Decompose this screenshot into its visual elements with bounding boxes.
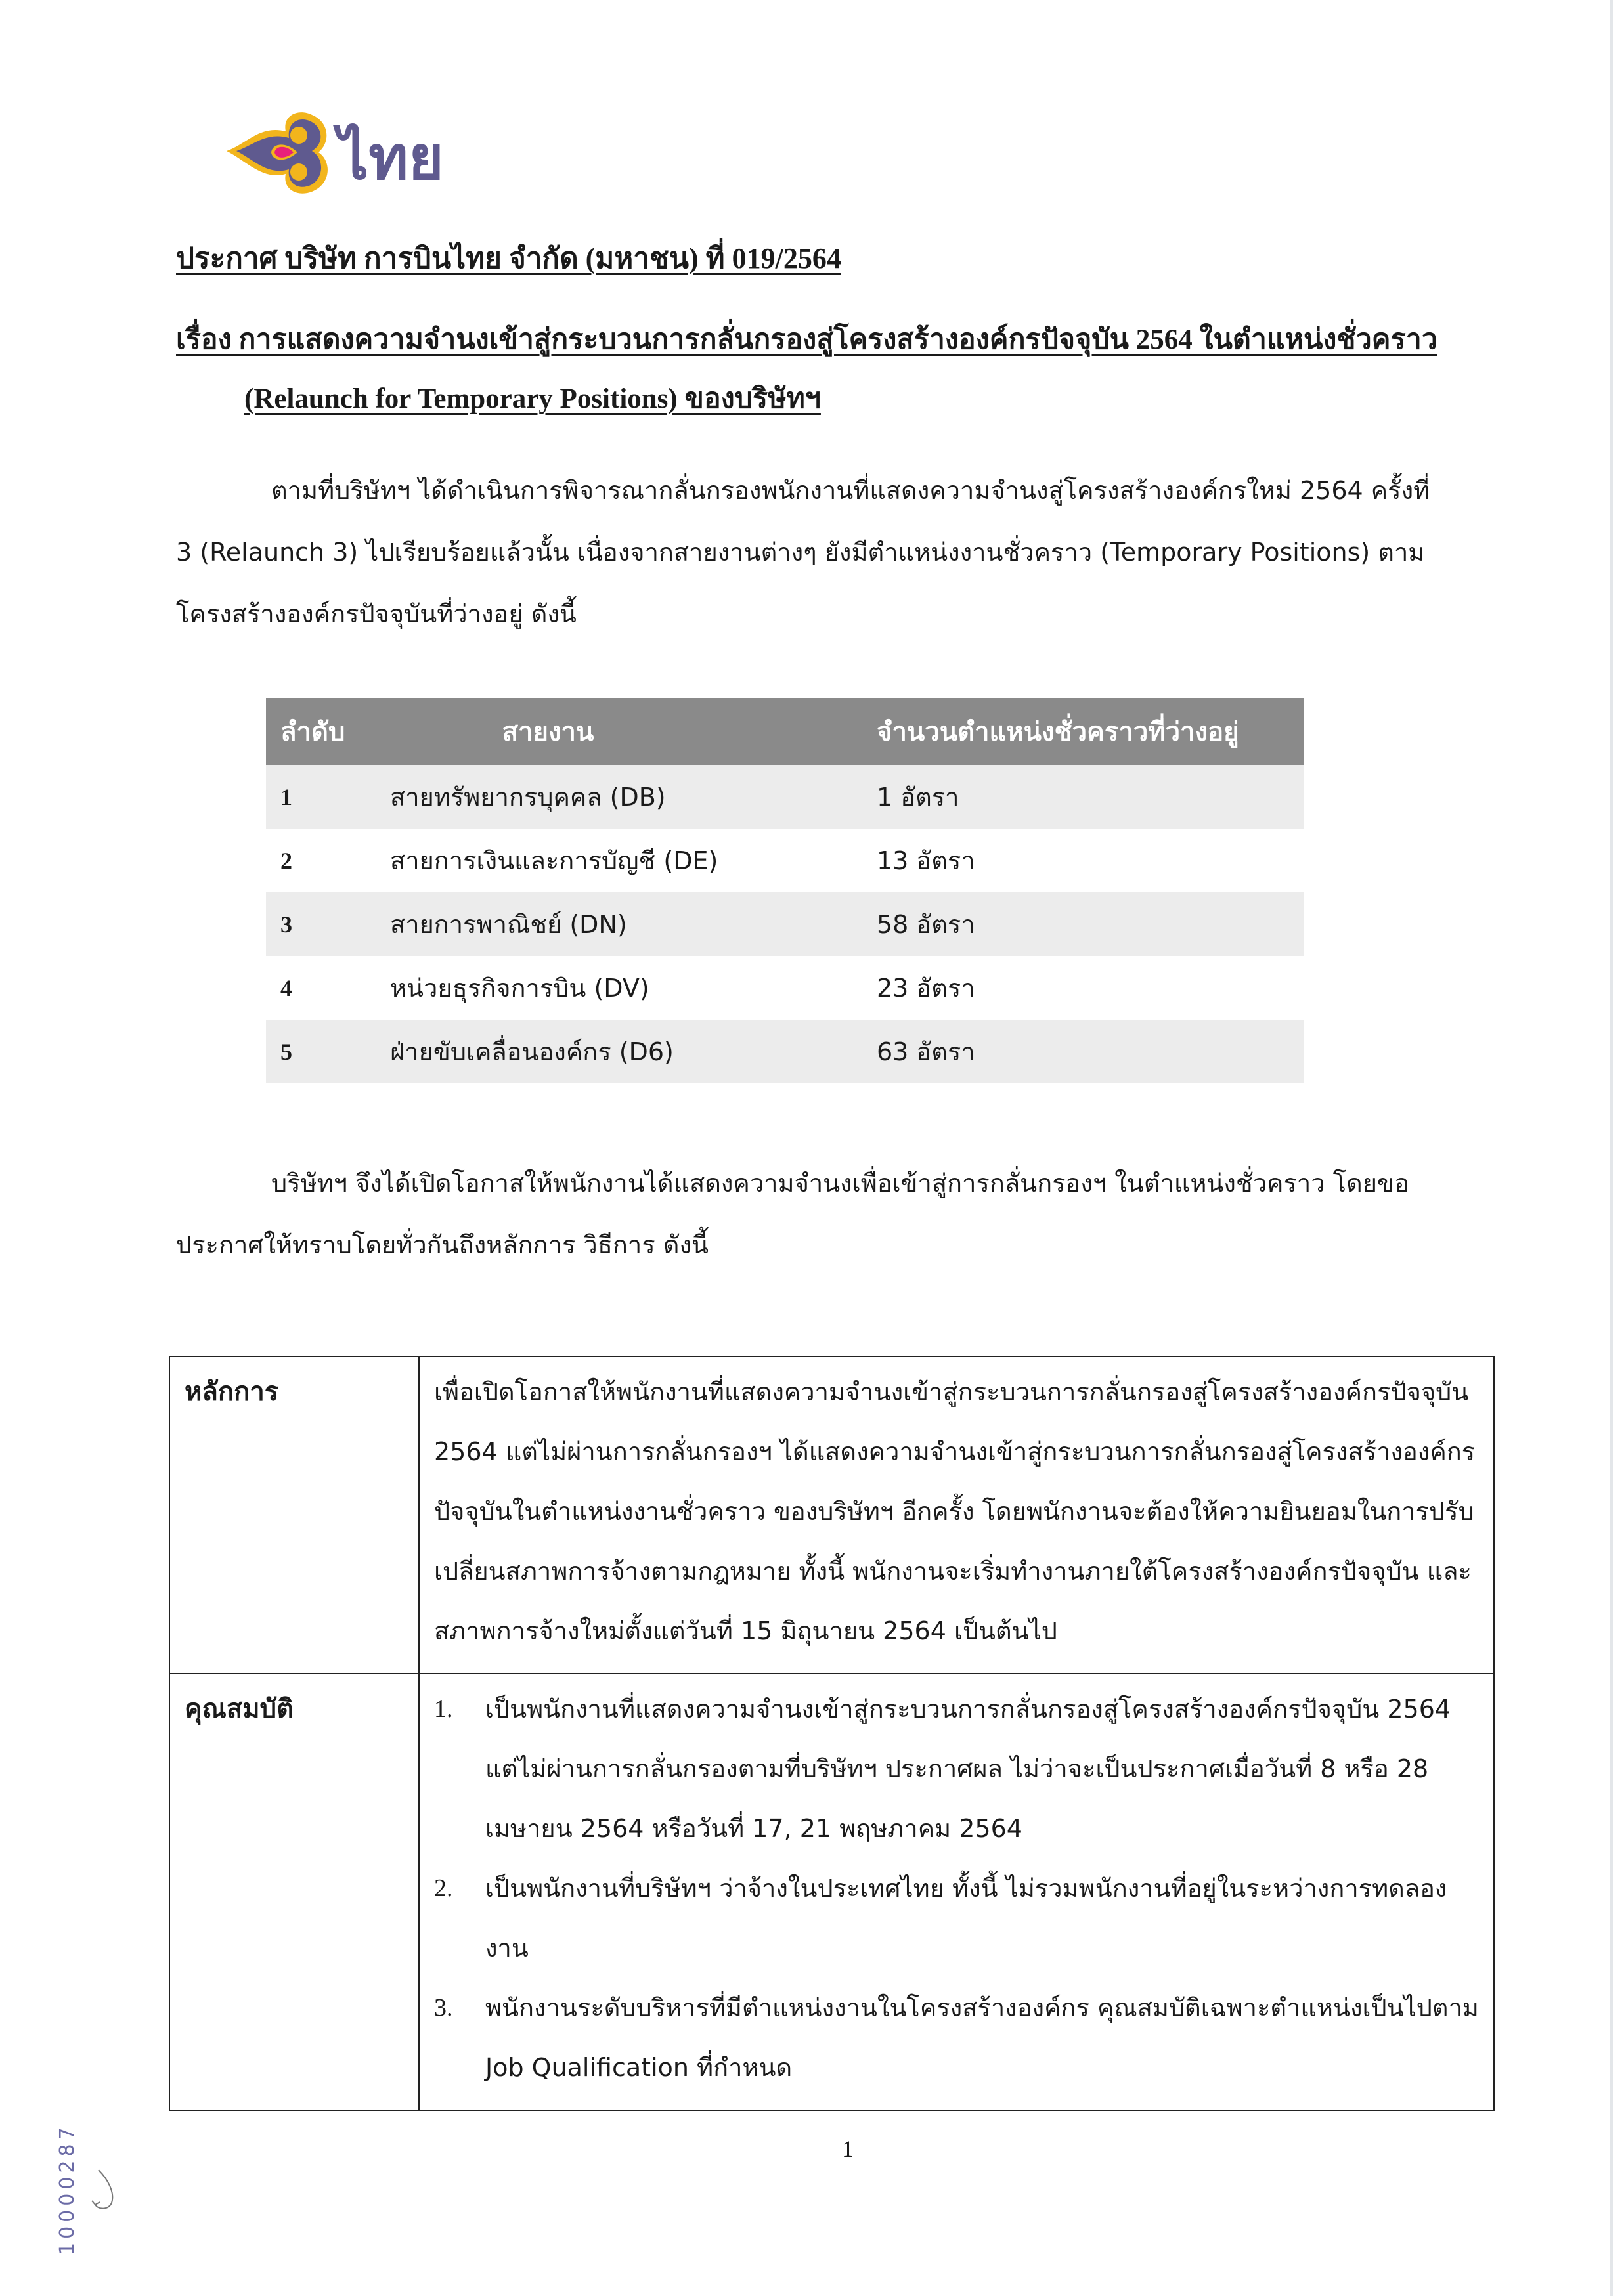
qualifications-list-cell: [419, 1674, 1494, 2110]
subject-line-2: (Relaunch for Temporary Positions) ของบริษัทฯ: [244, 383, 821, 414]
qualifications-row: [169, 1674, 1494, 2110]
qualification-item: [434, 1859, 1485, 1978]
row-unit: สายการเงินและการบัญชี (DE): [389, 829, 877, 892]
row-number: 4: [266, 956, 389, 1020]
table-row: [266, 892, 1304, 956]
principle-row: [169, 1356, 1494, 1674]
row-unit: ฝ่ายขับเคลื่อนองค์กร (D6): [389, 1020, 877, 1083]
item-text: พนักงานระดับบริหารที่มีตำแหน่งงานในโครงสร้างองค์กร คุณสมบัติเฉพาะตำแหน่งเป็นไปตาม Job Qualification ที่กำหนด: [485, 1993, 1479, 2082]
principle-text: เพื่อเปิดโอกาสให้พนักงานที่แสดงความจำนงเข้าสู่กระบวนการกลั่นกรองสู่โครงสร้างองค์กรปัจจุบัน 2564 แต่ไม่ผ่านการกลั่นกรองฯ ได้แสดงความจำนงเข้าสู่กระบวนการกลั่นกรองสู่โครงสร้างองค์กรปัจจุบันในตำแหน่งงานชั่วคราว ของบริษัทฯ อีกครั้ง โดยพนักงานจะต้องให้ความยินยอมในการปรับเปลี่ยนสภาพการจ้างตามกฎหมาย ทั้งนี้ พนักงานจะเริ่มทำงานภายใต้โครงสร้างองค์กรปัจจุบัน และสภาพการจ้างใหม่ตั้งแต่วันที่ 15 มิถุนายน 2564 เป็นต้นไป: [419, 1356, 1494, 1674]
subject-line-1: เรื่อง การแสดงความจำนงเข้าสู่กระบวนการกลั่นกรองสู่โครงสร้างองค์กรปัจจุบัน 2564 ในตำแหน่งชั่วคราว: [176, 324, 1437, 355]
table-row: [266, 956, 1304, 1020]
row-unit: สายทรัพยากรบุคคล (DB): [389, 765, 877, 829]
row-number: 5: [266, 1020, 389, 1083]
row-count: 23 อัตรา: [877, 956, 1304, 1020]
thai-airways-logo: [213, 105, 476, 210]
page-number: 1: [842, 2136, 854, 2162]
row-unit: หน่วยธุรกิจการบิน (DV): [389, 956, 877, 1020]
item-number: 3.: [434, 1994, 453, 2022]
row-number: 2: [266, 829, 389, 892]
second-paragraph-text: บริษัทฯ จึงได้เปิดโอกาสให้พนักงานได้แสดงความจำนงเพื่อเข้าสู่การกลั่นกรองฯ ในตำแหน่งชั่วคราว โดยขอประกาศให้ทราบโดยทั่วกันถึงหลักการ วิธีการ ดังนี้: [176, 1169, 1409, 1259]
item-number: 2.: [434, 1874, 453, 1902]
row-number: 3: [266, 892, 389, 956]
principle-label: หลักการ: [169, 1356, 419, 1674]
header-order: ลำดับ: [266, 698, 389, 765]
qualifications-label: คุณสมบัติ: [169, 1674, 419, 2110]
row-number: 1: [266, 765, 389, 829]
row-count: 58 อัตรา: [877, 892, 1304, 956]
row-count: 1 อัตรา: [877, 765, 1304, 829]
intro-paragraph: [176, 460, 1443, 645]
details-box: [169, 1356, 1495, 2111]
table-header-row: [266, 698, 1304, 765]
vacant-positions-table: [266, 698, 1304, 1083]
header-unit: สายงาน: [389, 698, 877, 765]
qualification-item: [434, 1679, 1485, 1859]
table-row: [266, 765, 1304, 829]
announcement-number-title: ประกาศ บริษัท การบินไทย จำกัด (มหาชน) ที่ 019/2564: [176, 242, 841, 274]
item-text: เป็นพนักงานที่แสดงความจำนงเข้าสู่กระบวนการกลั่นกรองสู่โครงสร้างองค์กรปัจจุบัน 2564 แต่ไม่ผ่านการกลั่นกรองตามที่บริษัทฯ ประกาศผล ไม่ว่าจะเป็นประกาศเมื่อวันที่ 8 หรือ 28 เมษายน 2564 หรือวันที่ 17, 21 พฤษภาคม 2564: [485, 1695, 1451, 1843]
logo-graphic: [213, 105, 476, 210]
orchid-emblem-icon: [227, 112, 328, 194]
row-count: 63 อัตรา: [877, 1020, 1304, 1083]
intro-paragraph-text: ตามที่บริษัทฯ ได้ดำเนินการพิจารณากลั่นกรองพนักงานที่แสดงความจำนงสู่โครงสร้างองค์กรใหม่ 2564 ครั้งที่ 3 (Relaunch 3) ไปเรียบร้อยแล้วนั้น เนื่องจากสายงานต่างๆ ยังมีตำแหน่งงานชั่วคราว (Temporary Positions) ตามโครงสร้างองค์กรปัจจุบันที่ว่างอยู่ ดังนี้: [176, 476, 1430, 628]
row-count: 13 อัตรา: [877, 829, 1304, 892]
document-id-stamp: 10000287: [56, 2123, 79, 2255]
table-row: [266, 829, 1304, 892]
item-text: เป็นพนักงานที่บริษัทฯ ว่าจ้างในประเทศไทย ทั้งนี้ ไม่รวมพนักงานที่อยู่ในระหว่างการทดลองงาน: [485, 1874, 1447, 1962]
logo-wordmark: ไทย: [338, 122, 444, 193]
header-vacant-count: จำนวนตำแหน่งชั่วคราวที่ว่างอยู่: [877, 698, 1304, 765]
handwritten-mark-icon: [85, 2167, 125, 2213]
item-number: 1.: [434, 1695, 453, 1723]
row-unit: สายการพาณิชย์ (DN): [389, 892, 877, 956]
table-row: [266, 1020, 1304, 1083]
second-paragraph: [176, 1152, 1443, 1276]
qualifications-list: [434, 1679, 1485, 2098]
qualification-item: [434, 1978, 1485, 2098]
scan-edge-line: [1610, 0, 1613, 2296]
